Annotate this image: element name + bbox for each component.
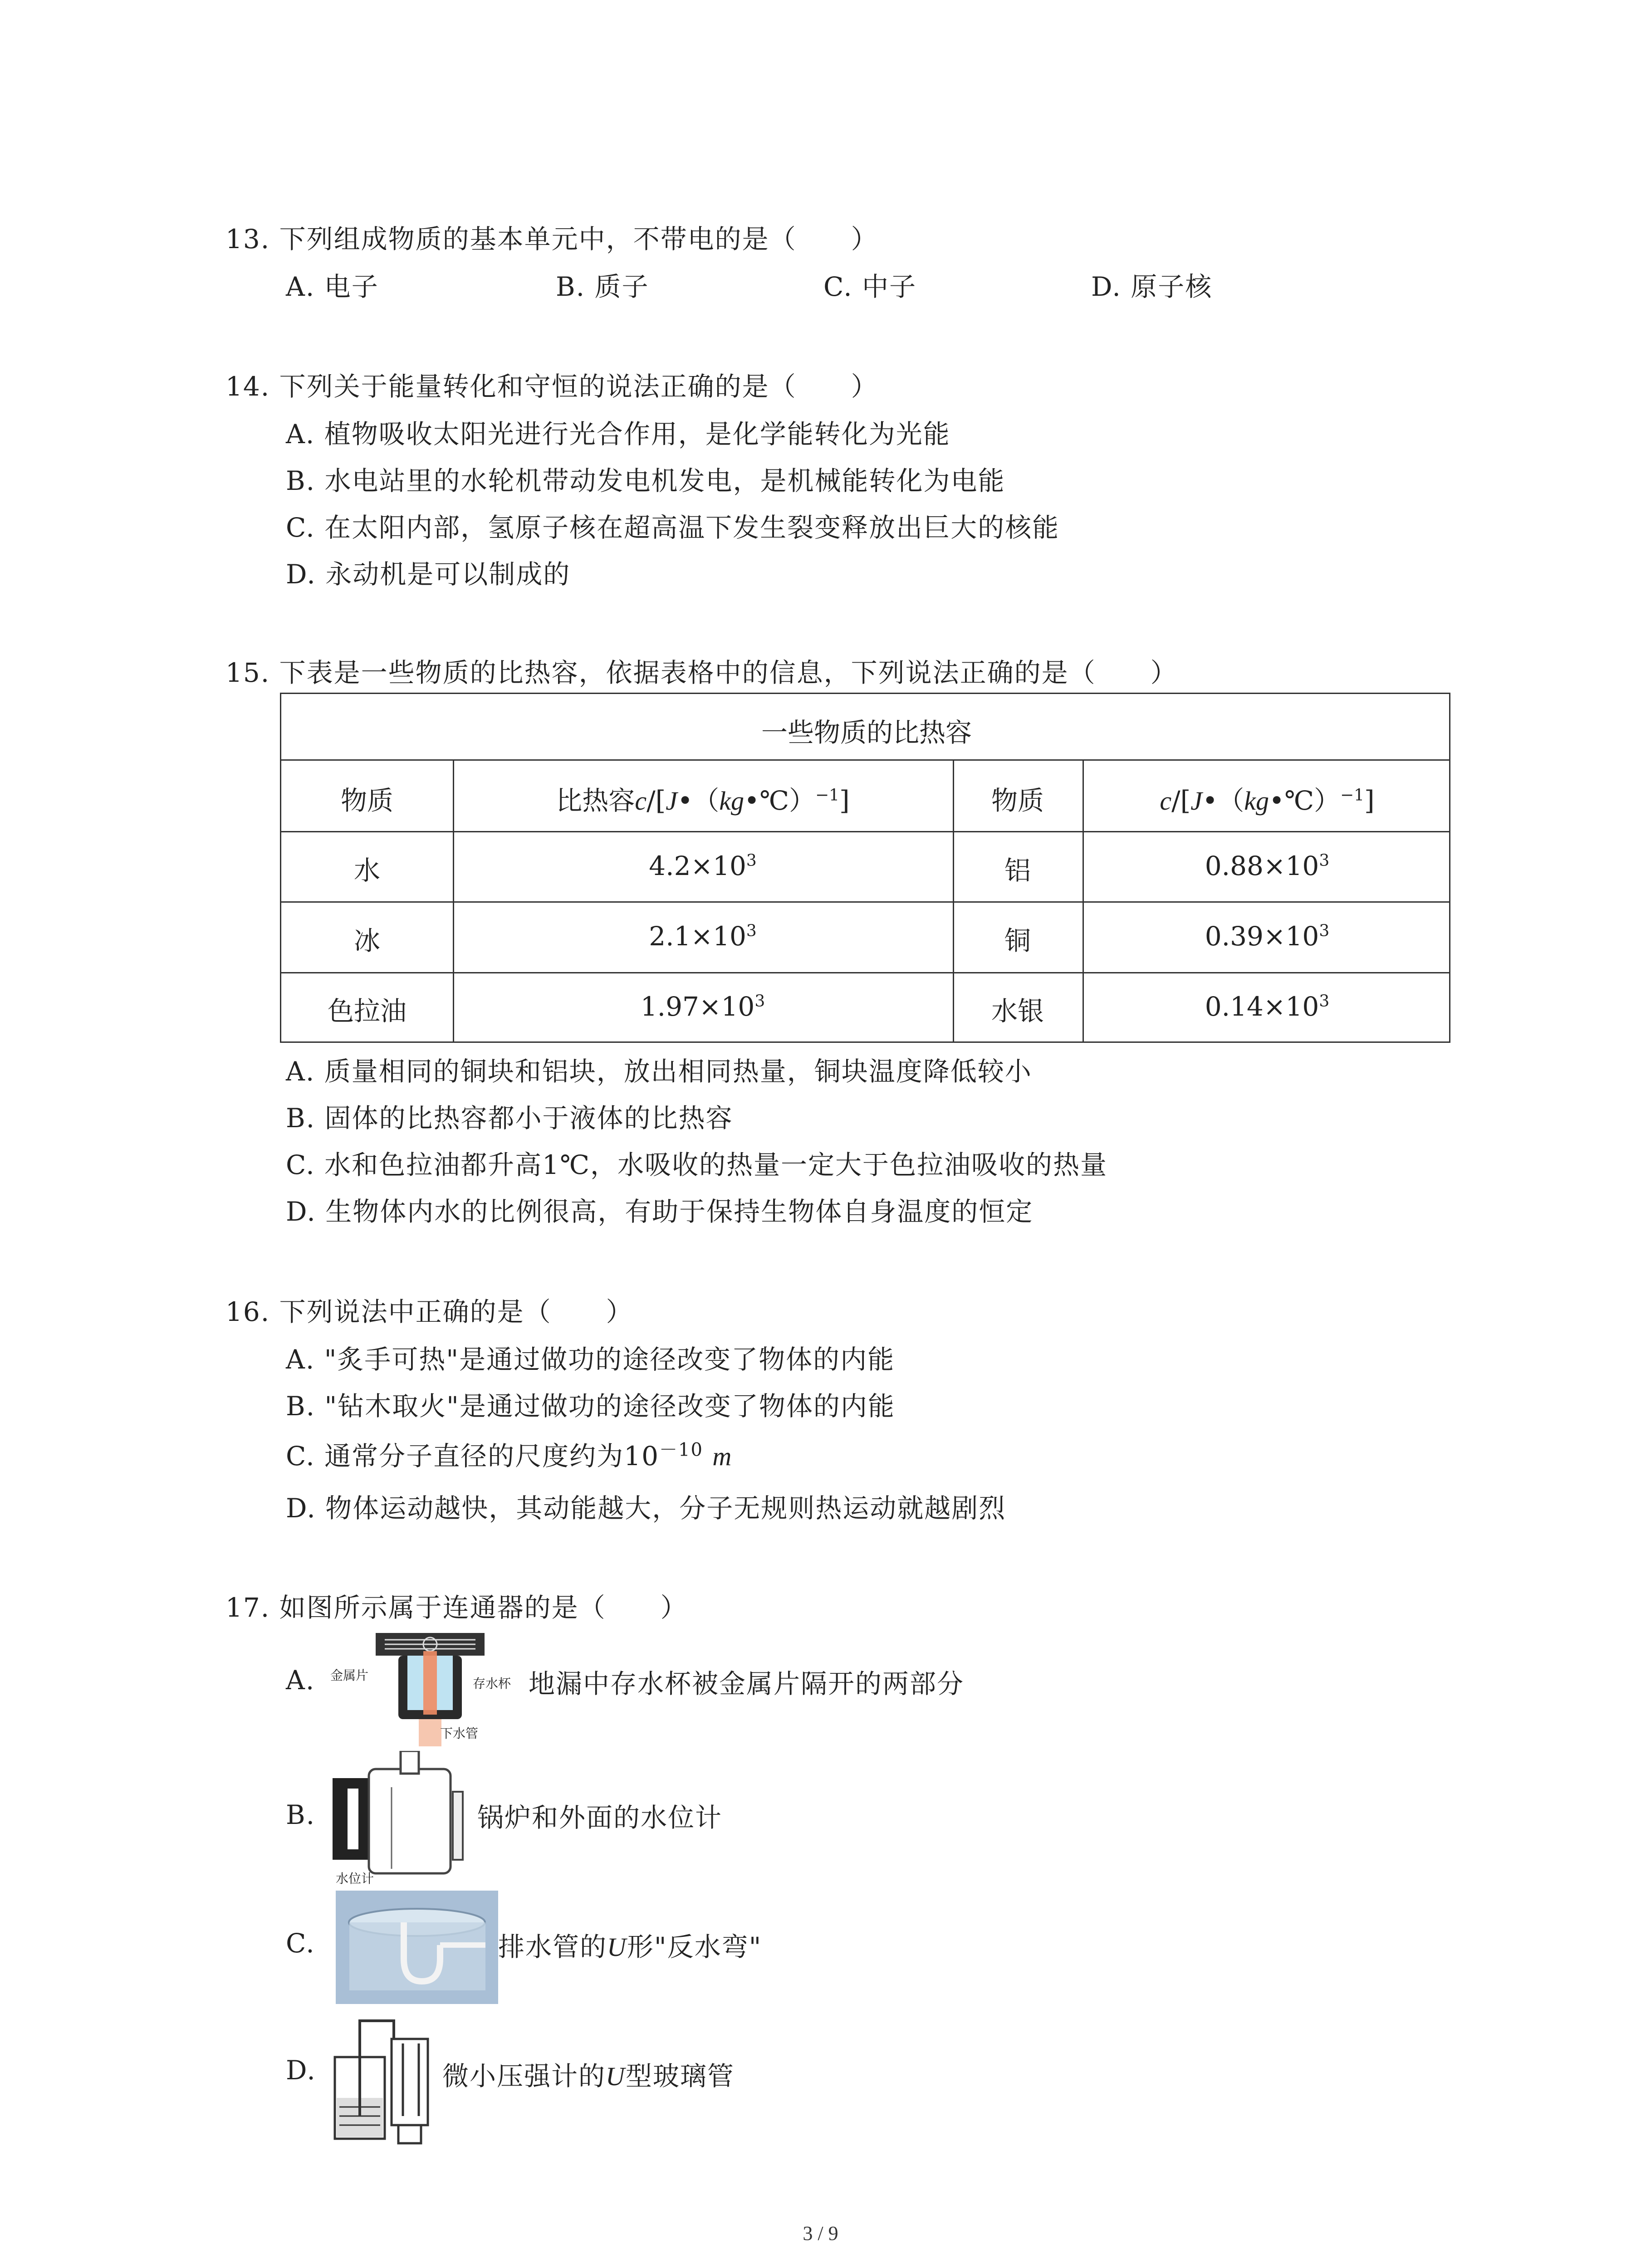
q17-option-c-label: C. — [286, 1928, 315, 1959]
header-specific-heat-1: 比热容c/[J•（kg•℃）$^{-1}$] — [556, 785, 850, 816]
page-number: 3 / 9 — [803, 2222, 838, 2244]
q17-option-a-label: A. — [286, 1665, 315, 1696]
q15-option-b: B. 固体的比热容都小于液体的比热容 — [286, 1103, 733, 1134]
manometer-figure — [330, 2012, 444, 2148]
q15-option-a: A. 质量相同的铜块和铝块，放出相同热量，铜块温度降低较小 — [286, 1056, 1032, 1087]
q16-option-b: B. "钻木取火"是通过做功的途径改变了物体的内能 — [286, 1391, 895, 1422]
floor-drain-label-cup: 存水杯 — [473, 1676, 511, 1691]
q16-option-a: A. "炙手可热"是通过做功的途径改变了物体的内能 — [286, 1344, 895, 1375]
cell-substance: 铜 — [1004, 925, 1031, 956]
question-16-title: 16. 下列说法中正确的是（ ） — [225, 1296, 633, 1327]
cell-substance: 水 — [353, 855, 380, 886]
specific-heat-table — [280, 693, 1450, 1043]
cell-substance: 色拉油 — [327, 996, 407, 1026]
q16-option-d: D. 物体运动越快，其动能越大，分子无规则热运动就越剧烈 — [286, 1493, 1006, 1524]
cell-value: $0.39\times 10^3$ — [1205, 921, 1330, 952]
header-specific-heat-2: c/[J•（kg•℃）$^{-1}$] — [1160, 785, 1375, 816]
table-caption: 一些物质的比热容 — [761, 717, 972, 748]
q13-option-a: A. 电子 — [286, 271, 379, 302]
cell-substance: 水银 — [991, 996, 1044, 1026]
q14-option-d: D. 永动机是可以制成的 — [286, 559, 571, 590]
q14-option-b: B. 水电站里的水轮机带动发电机发电，是机械能转化为电能 — [286, 465, 1005, 496]
boiler-label-gauge: 水位计 — [336, 1871, 374, 1886]
q15-option-d: D. 生物体内水的比例很高，有助于保持生物体自身温度的恒定 — [286, 1196, 1034, 1227]
question-13-title: 13. 下列组成物质的基本单元中，不带电的是（ ） — [225, 224, 878, 254]
cell-value: $0.14\times 10^3$ — [1205, 991, 1330, 1022]
question-14-title: 14. 下列关于能量转化和守恒的说法正确的是（ ） — [225, 371, 878, 402]
question-15-title: 15. 下表是一些物质的比热容，依据表格中的信息，下列说法正确的是（ ） — [225, 657, 1178, 688]
question-17-title: 17. 如图所示属于连通器的是（ ） — [225, 1592, 688, 1623]
q13-option-b: B. 质子 — [556, 271, 649, 302]
q14-option-c: C. 在太阳内部，氢原子核在超高温下发生裂变释放出巨大的核能 — [286, 512, 1060, 543]
cell-substance: 冰 — [353, 925, 380, 956]
cell-value: $0.88\times 10^3$ — [1205, 850, 1330, 881]
header-substance-1: 物质 — [340, 785, 393, 816]
header-substance-2: 物质 — [991, 785, 1044, 816]
u-bend-figure — [336, 1891, 498, 2004]
q16-option-c: C. 通常分子直径的尺度约为$10^{-10}$ m — [286, 1439, 733, 1471]
q17-option-c-text: 排水管的U形"反水弯" — [498, 1931, 762, 1962]
q15-option-c: C. 水和色拉油都升高1℃，水吸收的热量一定大于色拉油吸收的热量 — [286, 1149, 1107, 1180]
cell-substance: 铝 — [1004, 855, 1031, 886]
q13-option-d: D. 原子核 — [1091, 271, 1213, 302]
q17-option-b-label: B. — [286, 1799, 316, 1830]
q17-option-d-label: D. — [286, 2055, 316, 2086]
q14-option-a: A. 植物吸收太阳光进行光合作用，是化学能转化为光能 — [286, 419, 950, 450]
cell-value: $4.2\times 10^3$ — [649, 850, 757, 881]
q17-option-a-text: 地漏中存水杯被金属片隔开的两部分 — [529, 1668, 965, 1699]
q13-option-c: C. 中子 — [823, 271, 917, 302]
cell-value: $2.1\times 10^3$ — [649, 921, 757, 952]
floor-drain-label-metal: 金属片 — [330, 1668, 369, 1683]
q17-option-b-text: 锅炉和外面的水位计 — [477, 1802, 723, 1833]
cell-value: $1.97\times 10^3$ — [640, 991, 765, 1022]
header-specific-heat-label: 比热容 — [556, 785, 635, 816]
floor-drain-label-pipe: 下水管 — [440, 1726, 479, 1741]
q17-option-d-text: 微小压强计的U型玻璃管 — [442, 2061, 735, 2092]
